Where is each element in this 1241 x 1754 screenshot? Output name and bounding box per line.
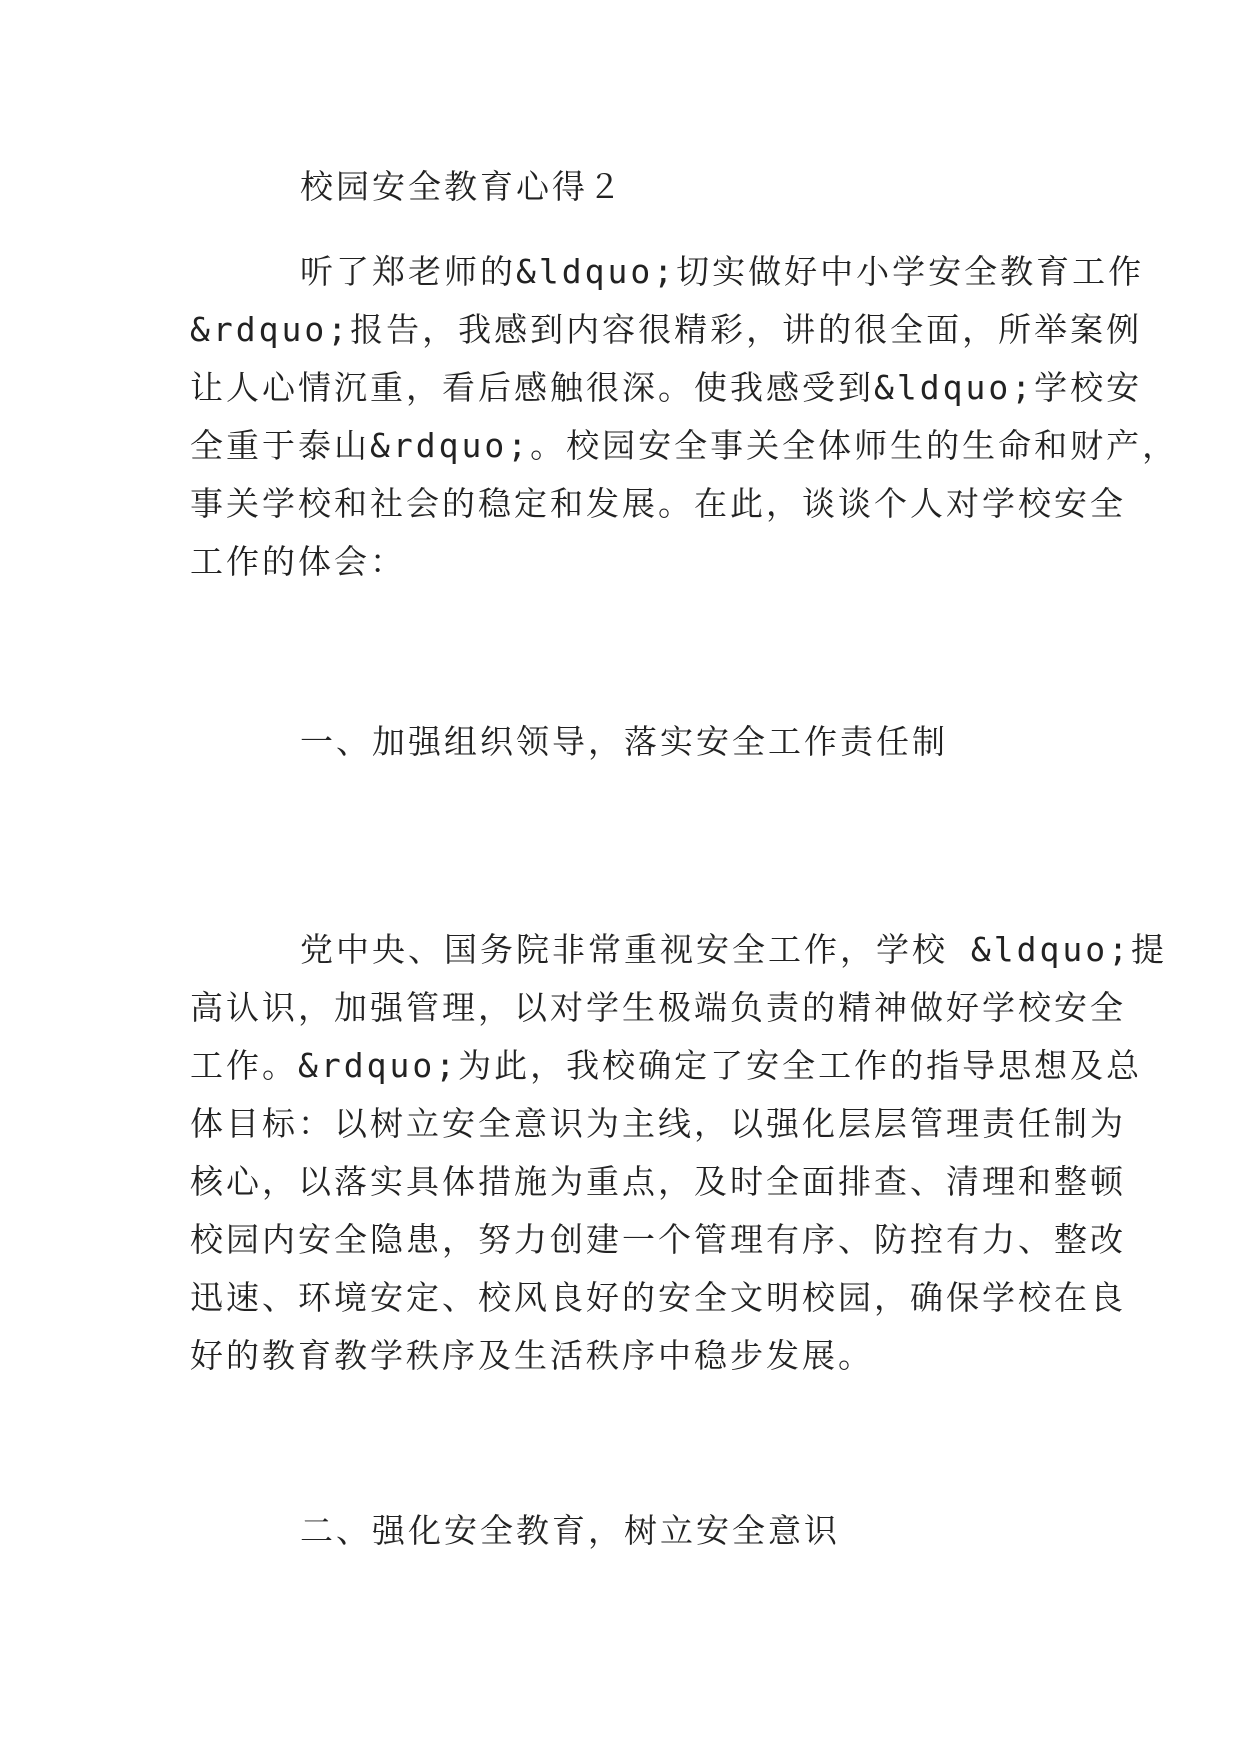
section-heading-1: 一、加强组织领导，落实安全工作责任制 bbox=[300, 722, 948, 761]
paragraph-line: 好的教育教学秩序及生活秩序中稳步发展。 bbox=[190, 1336, 874, 1375]
paragraph-line: 迅速、环境安定、校风良好的安全文明校园，确保学校在良 bbox=[190, 1278, 1126, 1317]
paragraph-line: 事关学校和社会的稳定和发展。在此，谈谈个人对学校安全 bbox=[190, 484, 1126, 523]
paragraph-line: 工作。&rdquo;为此，我校确定了安全工作的指导思想及总 bbox=[190, 1046, 1143, 1085]
paragraph-line: 体目标：以树立安全意识为主线，以强化层层管理责任制为 bbox=[190, 1104, 1126, 1143]
paragraph-line: 工作的体会： bbox=[190, 542, 406, 581]
document-title: 校园安全教育心得２ bbox=[300, 167, 624, 206]
paragraph-line: 党中央、国务院非常重视安全工作，学校 &ldquo;提 bbox=[300, 930, 1167, 969]
paragraph-line: 全重于泰山&rdquo;。校园安全事关全体师生的生命和财产， bbox=[190, 426, 1179, 465]
paragraph-line: 校园内安全隐患，努力创建一个管理有序、防控有力、整改 bbox=[190, 1220, 1126, 1259]
paragraph-line: 高认识，加强管理，以对学生极端负责的精神做好学校安全 bbox=[190, 988, 1126, 1027]
paragraph-line: &rdquo;报告，我感到内容很精彩，讲的很全面，所举案例 bbox=[190, 310, 1143, 349]
paragraph-line: 核心，以落实具体措施为重点，及时全面排查、清理和整顿 bbox=[190, 1162, 1126, 1201]
section-heading-2: 二、强化安全教育，树立安全意识 bbox=[300, 1511, 840, 1550]
paragraph-line: 让人心情沉重，看后感触很深。使我感受到&ldquo;学校安 bbox=[190, 368, 1143, 407]
paragraph-line: 听了郑老师的&ldquo;切实做好中小学安全教育工作 bbox=[300, 252, 1145, 291]
